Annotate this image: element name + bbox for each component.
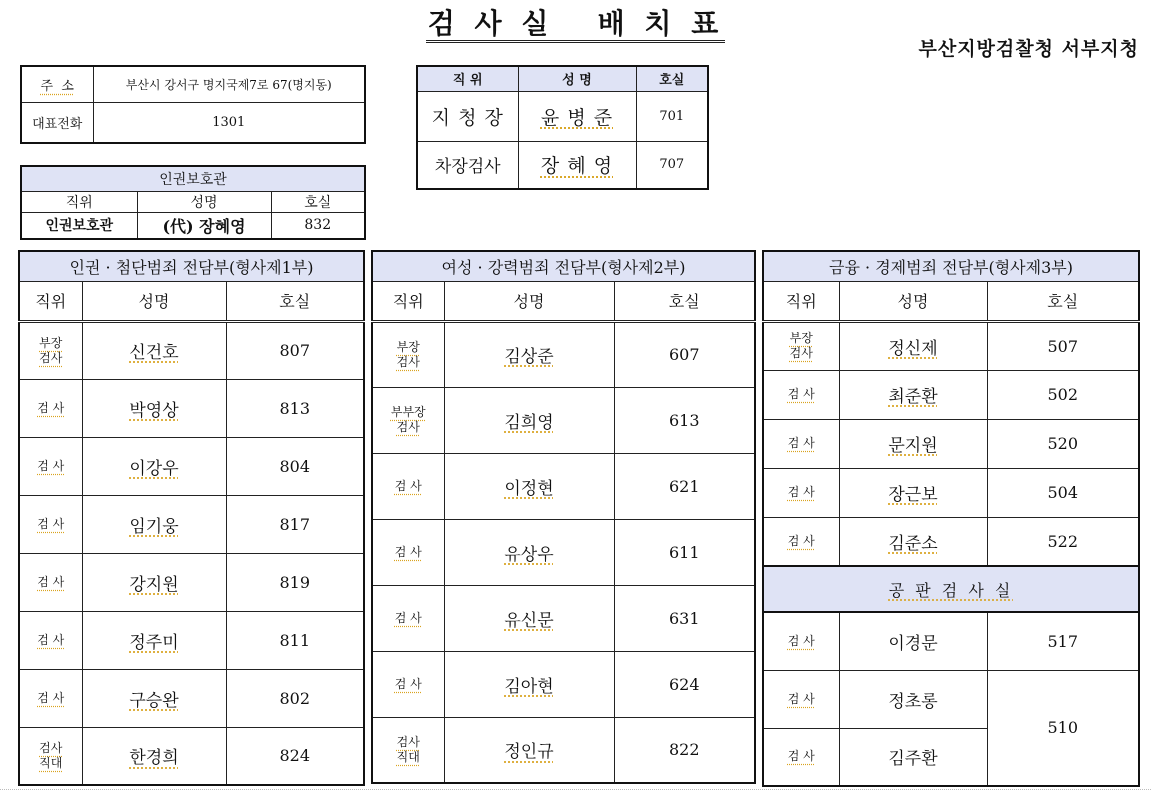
dept2-name: 김아현 <box>444 651 614 717</box>
dept1-room: 811 <box>226 611 364 669</box>
dept2-name: 이정현 <box>444 453 614 519</box>
dept2-row <box>372 717 755 783</box>
dept1-room: 807 <box>226 321 364 379</box>
dept2-row <box>372 321 755 387</box>
address-label: 주 소 <box>21 66 93 102</box>
dept1-role: 검 사 <box>19 495 82 553</box>
dept3-header-name: 성명 <box>839 281 987 321</box>
dept1-header-name: 성명 <box>82 281 226 321</box>
dept1-name: 정주미 <box>82 611 226 669</box>
dept2-role: 검 사 <box>372 519 444 585</box>
dept1-row <box>19 553 364 611</box>
dept3-role: 검 사 <box>763 419 839 468</box>
dept3-row <box>763 517 1139 566</box>
dept1-row <box>19 379 364 437</box>
page-title: 검 사 실 배 치 표 <box>0 2 1151 42</box>
trial-row <box>763 612 1139 670</box>
rights-table <box>20 165 366 240</box>
dept1-row <box>19 611 364 669</box>
dept2-role: 검 사 <box>372 453 444 519</box>
trial-name: 이경문 <box>839 612 987 670</box>
leadership-table <box>416 65 709 190</box>
dept1-table <box>18 250 365 786</box>
dept3-name: 최준환 <box>839 370 987 419</box>
dept3-name: 정신제 <box>839 321 987 370</box>
dept2-name: 정인규 <box>444 717 614 783</box>
deputy-room: 707 <box>636 141 708 189</box>
dept3-table <box>762 250 1140 787</box>
dept2-row <box>372 387 755 453</box>
dept1-role: 검 사 <box>19 611 82 669</box>
dept1-row <box>19 669 364 727</box>
leader-role: 지 청 장 <box>417 91 518 141</box>
dept1-role: 부장 검사 <box>19 321 82 379</box>
bottom-divider <box>0 789 1151 790</box>
dept1-name: 임기웅 <box>82 495 226 553</box>
rights-name: (代) 장혜영 <box>137 212 271 239</box>
dept3-role: 검 사 <box>763 517 839 566</box>
header-name: 성 명 <box>518 66 636 91</box>
dept3-room: 520 <box>987 419 1139 468</box>
dept2-role: 검 사 <box>372 585 444 651</box>
dept2-room: 611 <box>614 519 755 585</box>
deputy-name: 장 혜 영 <box>518 141 636 189</box>
dept2-name: 유상우 <box>444 519 614 585</box>
phone-label: 대표전화 <box>21 102 93 143</box>
dept2-role: 부장 검사 <box>372 321 444 387</box>
info-table <box>20 65 366 144</box>
dept3-room: 507 <box>987 321 1139 370</box>
trial-name: 정초롱 <box>839 670 987 728</box>
dept3-name: 문지원 <box>839 419 987 468</box>
trial-role: 검 사 <box>763 728 839 786</box>
dept2-title: 여성 · 강력범죄 전담부(형사제2부) <box>372 251 755 281</box>
trial-header-row <box>763 566 1139 612</box>
trial-name: 김주환 <box>839 728 987 786</box>
dept1-title: 인권 · 첨단범죄 전담부(형사제1부) <box>19 251 364 281</box>
dept2-row <box>372 585 755 651</box>
dept3-row <box>763 321 1139 370</box>
dept3-header-role: 직위 <box>763 281 839 321</box>
dept1-room: 824 <box>226 727 364 785</box>
rights-header-room: 호실 <box>271 191 365 212</box>
dept2-room: 607 <box>614 321 755 387</box>
dept1-room: 802 <box>226 669 364 727</box>
trial-shared-room: 510 <box>987 670 1139 786</box>
dept1-role: 검 사 <box>19 553 82 611</box>
dept2-row <box>372 519 755 585</box>
dept2-room: 621 <box>614 453 755 519</box>
rights-title: 인권보호관 <box>21 166 365 191</box>
leader-name: 윤 병 준 <box>518 91 636 141</box>
dept1-role: 검 사 <box>19 669 82 727</box>
trial-row <box>763 670 1139 728</box>
trial-role: 검 사 <box>763 670 839 728</box>
office-name: 부산지방검찰청 서부지청 <box>918 38 1139 60</box>
dept1-header-room: 호실 <box>226 281 364 321</box>
dept1-role: 검사 직대 <box>19 727 82 785</box>
dept2-role: 검 사 <box>372 651 444 717</box>
dept3-row <box>763 419 1139 468</box>
dept1-name: 신건호 <box>82 321 226 379</box>
dept1-header-role: 직위 <box>19 281 82 321</box>
trial-room: 517 <box>987 612 1139 670</box>
dept2-name: 김희영 <box>444 387 614 453</box>
dept3-row <box>763 370 1139 419</box>
dept1-name: 한경희 <box>82 727 226 785</box>
dept1-room: 813 <box>226 379 364 437</box>
dept3-room: 502 <box>987 370 1139 419</box>
deputy-role: 차장검사 <box>417 141 518 189</box>
dept2-name: 김상준 <box>444 321 614 387</box>
dept1-role: 검 사 <box>19 379 82 437</box>
dept3-role: 검 사 <box>763 468 839 517</box>
dept2-row <box>372 651 755 717</box>
dept2-room: 631 <box>614 585 755 651</box>
dept3-room: 522 <box>987 517 1139 566</box>
dept3-name: 장근보 <box>839 468 987 517</box>
phone-value: 1301 <box>93 102 365 143</box>
address-value: 부산시 강서구 명지국제7로 67(명지동) <box>93 66 365 102</box>
dept2-role: 검사 직대 <box>372 717 444 783</box>
leader-room: 701 <box>636 91 708 141</box>
dept1-room: 819 <box>226 553 364 611</box>
dept1-name: 구승완 <box>82 669 226 727</box>
dept1-name: 박영상 <box>82 379 226 437</box>
dept1-role: 검 사 <box>19 437 82 495</box>
dept3-room: 504 <box>987 468 1139 517</box>
dept3-header-room: 호실 <box>987 281 1139 321</box>
rights-header-name: 성명 <box>137 191 271 212</box>
dept3-row <box>763 468 1139 517</box>
dept1-row <box>19 437 364 495</box>
dept3-title: 금융 · 경제범죄 전담부(형사제3부) <box>763 251 1139 281</box>
dept1-room: 804 <box>226 437 364 495</box>
rights-role: 인권보호관 <box>21 212 137 239</box>
dept2-role: 부부장 검사 <box>372 387 444 453</box>
dept3-name: 김준소 <box>839 517 987 566</box>
dept2-header-role: 직위 <box>372 281 444 321</box>
dept1-row <box>19 727 364 785</box>
dept2-room: 822 <box>614 717 755 783</box>
dept2-name: 유신문 <box>444 585 614 651</box>
dept1-name: 이강우 <box>82 437 226 495</box>
rights-header-role: 직위 <box>21 191 137 212</box>
dept2-header-name: 성명 <box>444 281 614 321</box>
dept2-room: 613 <box>614 387 755 453</box>
trial-title: 공 판 검 사 실 <box>763 566 1139 612</box>
dept1-row <box>19 321 364 379</box>
dept1-room: 817 <box>226 495 364 553</box>
header-role: 직 위 <box>417 66 518 91</box>
dept2-row <box>372 453 755 519</box>
dept2-room: 624 <box>614 651 755 717</box>
dept3-role: 부장 검사 <box>763 321 839 370</box>
trial-role: 검 사 <box>763 612 839 670</box>
dept3-role: 검 사 <box>763 370 839 419</box>
dept2-header-room: 호실 <box>614 281 755 321</box>
rights-room: 832 <box>271 212 365 239</box>
dept1-row <box>19 495 364 553</box>
header-room: 호실 <box>636 66 708 91</box>
dept2-table <box>371 250 756 784</box>
dept1-name: 강지원 <box>82 553 226 611</box>
